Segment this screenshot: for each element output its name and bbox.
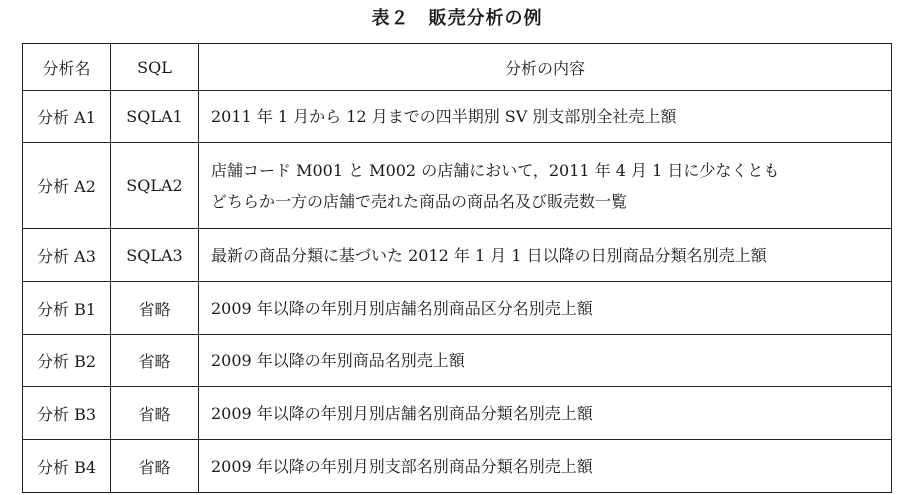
analysis-name-cell: 分析 A1 xyxy=(23,91,111,143)
header-analysis-name: 分析名 xyxy=(23,44,111,91)
analysis-name-cell: 分析 B1 xyxy=(23,282,111,335)
analysis-content-cell: 2011 年 1 月から 12 月までの四半期別 SV 別支部別全社売上額 xyxy=(199,91,892,143)
table-row xyxy=(23,91,892,143)
analysis-content-cell xyxy=(199,143,892,229)
sql-cell: SQLA1 xyxy=(111,91,199,143)
sql-cell: 省略 xyxy=(111,282,199,335)
sql-cell: SQLA2 xyxy=(111,143,199,229)
analysis-content-line: どちらか一方の店舗で売れた商品の商品名及び販売数一覧 xyxy=(211,191,628,211)
analysis-name-cell: 分析 A3 xyxy=(23,229,111,282)
analysis-content-cell: 2009 年以降の年別月別店舗名別商品区分名別売上額 xyxy=(199,282,892,335)
sql-cell: 省略 xyxy=(111,440,199,493)
analysis-name-cell: 分析 B2 xyxy=(23,335,111,387)
analysis-content-cell: 2009 年以降の年別商品名別売上額 xyxy=(199,335,892,387)
table-row xyxy=(23,440,892,493)
sql-cell: 省略 xyxy=(111,335,199,387)
table-row xyxy=(23,387,892,440)
analysis-content-cell: 2009 年以降の年別月別店舗名別商品分類名別売上額 xyxy=(199,387,892,440)
header-sql: SQL xyxy=(111,44,199,91)
analysis-content-cell: 2009 年以降の年別月別支部名別商品分類名別売上額 xyxy=(199,440,892,493)
analysis-content-cell: 最新の商品分類に基づいた 2012 年 1 月 1 日以降の日別商品分類名別売上額 xyxy=(199,229,892,282)
table-caption: 表２ 販売分析の例 xyxy=(371,8,543,29)
analysis-name-cell: 分析 A2 xyxy=(23,143,111,229)
sql-cell: 省略 xyxy=(111,387,199,440)
table-row xyxy=(23,143,892,229)
table-row xyxy=(23,229,892,282)
analysis-name-cell: 分析 B3 xyxy=(23,387,111,440)
table-header-row xyxy=(23,44,892,91)
sales-analysis-table xyxy=(22,43,892,493)
analysis-name-cell: 分析 B4 xyxy=(23,440,111,493)
header-analysis-content: 分析の内容 xyxy=(199,44,892,91)
sql-cell: SQLA3 xyxy=(111,229,199,282)
analysis-content-line: 店舗コード M001 と M002 の店舗において，2011 年 4 月 1 日に少なくとも xyxy=(211,160,780,180)
table-row xyxy=(23,282,892,335)
table-row xyxy=(23,335,892,387)
